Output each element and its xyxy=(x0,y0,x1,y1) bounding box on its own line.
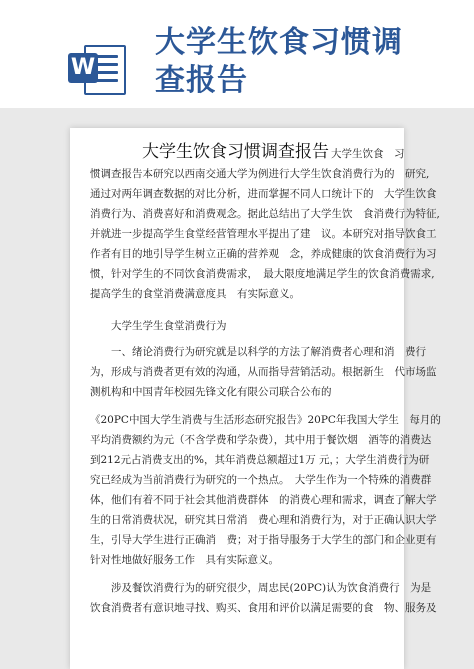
paragraph-line: 惯调查报告本研究以西南交通大学为例进行大学生饮食消费行为的 研究, xyxy=(90,168,430,180)
paragraph-line: 惯，针对学生的不同饮食消费需求， 最大限度地满足学生的饮食消费需求, xyxy=(90,268,435,280)
word-badge-icon: W xyxy=(68,53,98,83)
paragraph-line: 平均消费额约为元（不含学费和学杂费），其中用于餐饮烟 酒等的消费达 xyxy=(90,434,432,446)
paragraph-line: 通过对两年调查数据的对比分析，进而掌握不同人口统计下的 大学生饮食 xyxy=(90,188,437,200)
document-title-line xyxy=(90,142,405,164)
page-title-line-2: 查报告 xyxy=(155,63,248,98)
document-title: 大学生饮食习惯调查报告 xyxy=(142,142,329,162)
paragraph-line: 到212元占消费支出的%，其年消费总额超过1万 元，；大学生消费行为研 xyxy=(90,454,430,466)
document-body xyxy=(90,142,441,618)
paragraph-line: 究已经成为当前消费行为研究的一个热点。 大学生作为一个特殊的消费群 xyxy=(90,474,432,486)
document-title-tail: 大学生饮食 习 xyxy=(331,148,405,160)
document-preview xyxy=(70,128,441,669)
paragraph-line: 为，形成与消费者更有效的沟通，从而指导营销活动。根据新生 代市场监 xyxy=(90,366,437,378)
paragraph-line: 饮食消费者有意识地寻找、购买、食用和评价以满足需要的食 物、服务及 xyxy=(90,602,437,614)
paragraph-line: 针对性地做好服务工作 具有实际意义。 xyxy=(90,554,279,566)
paragraph-line: 并就进一步提高学生食堂经营管理水平提出了建 议。本研究对指导饮食工 xyxy=(90,228,437,240)
paragraph-line: 作者有目的地引导学生树立正确的营养观 念，养成健康的饮食消费行为习 xyxy=(90,248,437,260)
section-heading: 大学生学生食堂消费行为 xyxy=(111,320,227,332)
page-title xyxy=(155,24,455,100)
paragraph-line: 测机构和中国青年校园先锋文化有限公司联合公布的 xyxy=(90,386,332,398)
paragraph-line: 涉及餐饮消费行为的研究很少，周忠民(20PC)认为饮食消费行 为是 xyxy=(111,582,432,594)
page-header xyxy=(0,0,474,108)
paragraph-line: 体，他们有着不同于社会其他消费群体 的消费心理和需求，调查了解大学 xyxy=(90,494,437,506)
paragraph-line: 生的日常消费状况，研究其日常消 费心理和消费行为，对于正确认识大学 xyxy=(90,514,437,526)
paragraph-line: 《20PC中国大学生消费与生活形态研究报告》20PC年我国大学生 每月的 xyxy=(90,414,441,426)
paragraph-line: 消费行为、消费喜好和消费观念。据此总结出了大学生饮 食消费行为特征, xyxy=(90,208,440,220)
paragraph-line: 一、绪论消费行为研究就是以科学的方法了解消费者心理和消 费行 xyxy=(111,346,426,358)
word-document-icon xyxy=(68,41,124,95)
paragraph-line: 生，引导大学生进行正确消 费；对于指导服务于大学生的部门和企业更有 xyxy=(90,534,437,546)
paragraph-line: 提高学生的食堂消费满意度具 有实际意义。 xyxy=(90,288,300,300)
page-title-line-1: 大学生饮食习惯调 xyxy=(155,25,403,60)
